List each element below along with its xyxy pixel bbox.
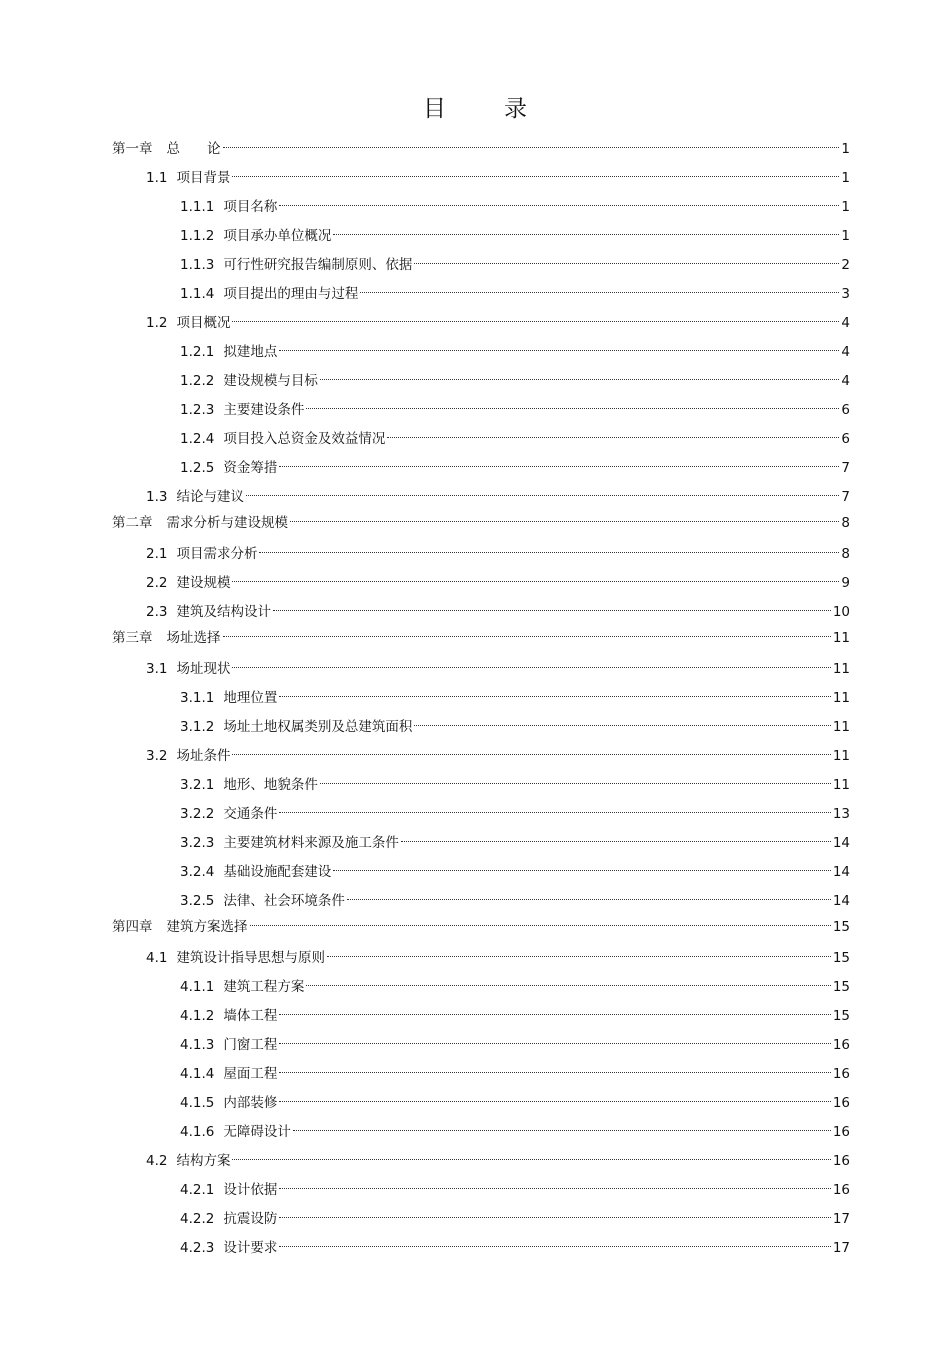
toc-dot-leader — [320, 769, 831, 789]
toc-entry[interactable] — [180, 885, 850, 909]
toc-entry-label — [180, 1209, 277, 1229]
toc-entry-label — [146, 573, 230, 593]
title-char-left: 目 — [423, 96, 446, 122]
toc-dot-leader — [279, 1029, 830, 1049]
toc-dot-leader — [273, 596, 831, 616]
toc-entry-page-number: 17 — [832, 1240, 850, 1256]
toc-dot-leader — [232, 162, 839, 182]
toc-entry-title: 门窗工程 — [223, 1037, 278, 1053]
toc-entry-page-number: 13 — [832, 806, 850, 822]
toc-entry[interactable] — [180, 278, 850, 302]
toc-dot-leader — [414, 249, 839, 269]
toc-entry-label — [180, 1064, 277, 1084]
toc-dot-leader — [279, 682, 830, 702]
toc-entry[interactable] — [180, 220, 850, 244]
toc-entry-label — [112, 628, 221, 648]
toc-entry-label — [180, 284, 358, 304]
toc-entry[interactable] — [180, 365, 850, 389]
toc-entry[interactable] — [180, 1174, 850, 1198]
toc-entry-title: 需求分析与建设规模 — [166, 515, 288, 531]
toc-entry-page-number: 6 — [841, 431, 850, 447]
toc-entry-title: 资金筹措 — [223, 460, 278, 476]
toc-dot-leader — [232, 567, 839, 587]
toc-entry-title: 场址选择 — [166, 630, 221, 646]
toc-entry[interactable] — [146, 567, 850, 591]
toc-entry[interactable] — [146, 653, 850, 677]
toc-entry-number: 3.2.1 — [180, 777, 215, 793]
toc-dot-leader — [414, 711, 830, 731]
toc-entry-title: 建筑及结构设计 — [176, 604, 271, 620]
toc-entry-title: 场址条件 — [176, 748, 231, 764]
toc-dot-leader — [250, 911, 831, 931]
toc-entry-title: 项目需求分析 — [176, 546, 258, 562]
toc-entry-page-number: 16 — [832, 1153, 850, 1169]
toc-entry-page-number: 15 — [832, 1008, 850, 1024]
toc-entry-title: 拟建地点 — [223, 344, 278, 360]
toc-entry-number: 1.1 — [146, 170, 168, 186]
toc-entry-number: 1.1.3 — [180, 257, 215, 273]
toc-entry[interactable] — [180, 711, 850, 735]
toc-entry-label — [146, 602, 271, 622]
toc-entry-page-number: 14 — [832, 835, 850, 851]
toc-entry-label — [180, 717, 412, 737]
toc-entry-title: 屋面工程 — [223, 1066, 278, 1082]
toc-entry-label — [112, 513, 288, 533]
toc-entry-number: 4.2.2 — [180, 1211, 215, 1227]
toc-entry-number: 2.1 — [146, 546, 168, 562]
toc-entry-number: 2.2 — [146, 575, 168, 591]
toc-entry[interactable] — [112, 911, 850, 935]
toc-entry-page-number: 10 — [832, 604, 850, 620]
toc-entry-label — [180, 804, 277, 824]
toc-entry-label — [112, 917, 248, 937]
toc-dot-leader — [232, 740, 830, 760]
toc-entry[interactable] — [180, 1087, 850, 1111]
toc-dot-leader — [259, 538, 839, 558]
toc-entry-label — [112, 139, 221, 159]
toc-entry-number: 第四章 — [112, 919, 153, 935]
toc-entry[interactable] — [146, 307, 850, 331]
toc-entry[interactable] — [180, 336, 850, 360]
toc-entry-label — [146, 746, 230, 766]
toc-entry[interactable] — [180, 827, 850, 851]
toc-entry-page-number: 16 — [832, 1182, 850, 1198]
toc-entry-number: 1.2.5 — [180, 460, 215, 476]
toc-entry[interactable] — [180, 249, 850, 273]
toc-dot-leader — [333, 856, 830, 876]
toc-entry-page-number: 3 — [841, 286, 850, 302]
toc-dot-leader — [279, 1000, 830, 1020]
toc-entry-title: 建筑设计指导思想与原则 — [176, 950, 325, 966]
toc-entry-number: 4.2 — [146, 1153, 168, 1169]
toc-entry-label — [180, 1035, 277, 1055]
toc-entry-number: 3.2.5 — [180, 893, 215, 909]
toc-entry-label — [180, 429, 385, 449]
toc-entry-page-number: 1 — [841, 141, 850, 157]
toc-entry[interactable] — [146, 162, 850, 186]
toc-dot-leader — [232, 307, 839, 327]
toc-entry-label — [180, 255, 412, 275]
toc-dot-leader — [223, 133, 840, 153]
toc-entry-title: 项目背景 — [176, 170, 231, 186]
toc-dot-leader — [290, 507, 839, 527]
toc-entry-label — [146, 487, 244, 507]
toc-entry-number: 4.2.1 — [180, 1182, 215, 1198]
toc-dot-leader — [232, 653, 830, 673]
toc-entry-page-number: 17 — [832, 1211, 850, 1227]
toc-entry-label — [180, 775, 318, 795]
toc-dot-leader — [246, 481, 839, 501]
toc-entry-page-number: 15 — [832, 979, 850, 995]
toc-entry[interactable] — [180, 1232, 850, 1256]
toc-entry-title: 地理位置 — [223, 690, 278, 706]
toc-entry-title: 项目承办单位概况 — [223, 228, 332, 244]
toc-entry-title: 地形、地貌条件 — [223, 777, 318, 793]
toc-entry-title: 主要建设条件 — [223, 402, 305, 418]
toc-entry[interactable] — [146, 481, 850, 505]
toc-entry-label — [146, 948, 325, 968]
toc-entry-title: 基础设施配套建设 — [223, 864, 332, 880]
toc-entry-label — [180, 1122, 291, 1142]
toc-entry[interactable] — [112, 622, 850, 646]
toc-entry-label — [180, 891, 345, 911]
toc-entry-title: 建筑工程方案 — [223, 979, 305, 995]
toc-entry-title: 交通条件 — [223, 806, 278, 822]
toc-entry-title: 结构方案 — [176, 1153, 231, 1169]
toc-dot-leader — [232, 1145, 830, 1165]
title-char-right: 录 — [504, 96, 527, 122]
toc-entry-label — [180, 688, 277, 708]
toc-entry-page-number: 16 — [832, 1095, 850, 1111]
toc-entry-title: 设计依据 — [223, 1182, 278, 1198]
toc-entry-page-number: 9 — [841, 575, 850, 591]
toc-dot-leader — [327, 942, 831, 962]
toc-entry[interactable] — [180, 423, 850, 447]
toc-entry-title: 建设规模与目标 — [223, 373, 318, 389]
toc-entry-label — [146, 659, 230, 679]
toc-dot-leader — [279, 1203, 830, 1223]
toc-entry-title: 可行性研究报告编制原则、依据 — [223, 257, 413, 273]
toc-entry-label — [180, 1238, 277, 1258]
toc-dot-leader — [279, 1058, 830, 1078]
toc-entry-page-number: 8 — [841, 515, 850, 531]
toc-entry-number: 4.2.3 — [180, 1240, 215, 1256]
toc-entry[interactable] — [146, 942, 850, 966]
toc-dot-leader — [360, 278, 839, 298]
toc-entry-title: 场址现状 — [176, 661, 231, 677]
toc-entry[interactable] — [180, 769, 850, 793]
toc-dot-leader — [306, 971, 830, 991]
toc-entry[interactable] — [180, 1058, 850, 1082]
toc-dot-leader — [387, 423, 839, 443]
toc-dot-leader — [279, 452, 839, 472]
toc-entry-label — [180, 977, 304, 997]
toc-entry-label — [146, 313, 230, 333]
toc-entry-page-number: 15 — [832, 950, 850, 966]
toc-dot-leader — [333, 220, 839, 240]
toc-entry-page-number: 6 — [841, 402, 850, 418]
toc-entry-label — [180, 400, 304, 420]
toc-entry[interactable] — [180, 452, 850, 476]
toc-entry-label — [180, 1180, 277, 1200]
toc-entry-number: 1.2 — [146, 315, 168, 331]
toc-entry-number: 4.1.3 — [180, 1037, 215, 1053]
toc-entry-page-number: 11 — [832, 719, 850, 735]
toc-entry-page-number: 11 — [832, 630, 850, 646]
toc-entry[interactable] — [180, 1203, 850, 1227]
toc-entry-page-number: 11 — [832, 777, 850, 793]
toc-entry[interactable] — [112, 507, 850, 531]
toc-entry-page-number: 1 — [841, 170, 850, 186]
toc-dot-leader — [223, 622, 831, 642]
toc-entry-number: 3.2.3 — [180, 835, 215, 851]
toc-entry-page-number: 1 — [841, 228, 850, 244]
toc-entry-page-number: 11 — [832, 690, 850, 706]
toc-entry-page-number: 16 — [832, 1037, 850, 1053]
toc-dot-leader — [279, 191, 839, 211]
toc-entry-page-number: 15 — [832, 919, 850, 935]
toc-entry-page-number: 16 — [832, 1124, 850, 1140]
toc-entry-page-number: 4 — [841, 373, 850, 389]
toc-entry-label — [180, 1006, 277, 1026]
toc-dot-leader — [279, 1087, 830, 1107]
toc-entry-number: 第二章 — [112, 515, 153, 531]
toc-entry-label — [180, 197, 277, 217]
toc-entry-page-number: 8 — [841, 546, 850, 562]
toc-entry-title: 项目概况 — [176, 315, 231, 331]
toc-entry-number: 3.2.2 — [180, 806, 215, 822]
toc-entry[interactable] — [146, 740, 850, 764]
toc-entry-page-number: 7 — [841, 460, 850, 476]
page-title — [0, 94, 950, 124]
toc-entry-page-number: 11 — [832, 661, 850, 677]
toc-entry-number: 3.1.2 — [180, 719, 215, 735]
toc-entry-number: 1.2.4 — [180, 431, 215, 447]
toc-entry[interactable] — [180, 394, 850, 418]
toc-entry[interactable] — [180, 1029, 850, 1053]
toc-entry-label — [180, 458, 277, 478]
toc-entry-page-number: 14 — [832, 893, 850, 909]
toc-entry-title: 设计要求 — [223, 1240, 278, 1256]
toc-entry-label — [180, 226, 331, 246]
toc-entry[interactable] — [180, 856, 850, 880]
toc-dot-leader — [347, 885, 831, 905]
toc-entry-title: 项目提出的理由与过程 — [223, 286, 359, 302]
toc-entry-page-number: 7 — [841, 489, 850, 505]
toc-dot-leader — [279, 1232, 830, 1252]
toc-entry-number: 第三章 — [112, 630, 153, 646]
toc-entry-title: 结论与建议 — [176, 489, 244, 505]
toc-entry-number: 4.1.5 — [180, 1095, 215, 1111]
toc-entry-number: 1.3 — [146, 489, 168, 505]
toc-entry-page-number: 4 — [841, 315, 850, 331]
toc-entry[interactable] — [180, 798, 850, 822]
toc-entry-page-number: 11 — [832, 748, 850, 764]
toc-entry-number: 4.1.2 — [180, 1008, 215, 1024]
toc-entry[interactable] — [180, 1116, 850, 1140]
toc-entry-title: 内部装修 — [223, 1095, 278, 1111]
toc-entry-number: 1.1.2 — [180, 228, 215, 244]
toc-entry-number: 1.2.3 — [180, 402, 215, 418]
toc-entry-number: 第一章 — [112, 141, 153, 157]
toc-dot-leader — [320, 365, 840, 385]
toc-dot-leader — [279, 336, 839, 356]
toc-entry-number: 4.1.6 — [180, 1124, 215, 1140]
toc-entry-number: 4.1.4 — [180, 1066, 215, 1082]
toc-entry-page-number: 1 — [841, 199, 850, 215]
toc-entry-title: 无障碍设计 — [223, 1124, 291, 1140]
toc-entry-title: 总 论 — [166, 141, 221, 157]
toc-entry-label — [180, 342, 277, 362]
toc-entry[interactable] — [180, 682, 850, 706]
toc-entry-title: 抗震设防 — [223, 1211, 278, 1227]
toc-entry-number: 4.1 — [146, 950, 168, 966]
toc-entry-number: 1.2.2 — [180, 373, 215, 389]
toc-entry[interactable] — [180, 191, 850, 215]
toc-entry-page-number: 2 — [841, 257, 850, 273]
toc-entry-page-number: 14 — [832, 864, 850, 880]
toc-entry-label — [146, 1151, 230, 1171]
toc-entry-title: 项目名称 — [223, 199, 278, 215]
toc-entry-number: 4.1.1 — [180, 979, 215, 995]
toc-entry-title: 项目投入总资金及效益情况 — [223, 431, 386, 447]
toc-entry-title: 场址土地权属类别及总建筑面积 — [223, 719, 413, 735]
toc-entry-number: 3.2.4 — [180, 864, 215, 880]
toc-entry-label — [146, 544, 257, 564]
toc-dot-leader — [306, 394, 839, 414]
toc-entry-label — [180, 862, 331, 882]
toc-entry[interactable] — [146, 596, 850, 620]
toc-entry-title: 建筑方案选择 — [166, 919, 248, 935]
toc-dot-leader — [279, 1174, 830, 1194]
toc-entry[interactable] — [180, 971, 850, 995]
toc-entry-number: 3.1 — [146, 661, 168, 677]
toc-entry[interactable] — [112, 133, 850, 157]
toc-entry-title: 法律、社会环境条件 — [223, 893, 345, 909]
toc-entry-title: 主要建筑材料来源及施工条件 — [223, 835, 399, 851]
toc-entry[interactable] — [146, 1145, 850, 1169]
toc-dot-leader — [401, 827, 831, 847]
toc-entry-number: 1.1.4 — [180, 286, 215, 302]
toc-entry-label — [146, 168, 230, 188]
toc-entry-number: 3.1.1 — [180, 690, 215, 706]
toc-entry-number: 1.1.1 — [180, 199, 215, 215]
toc-dot-leader — [279, 798, 830, 818]
toc-entry-title: 建设规模 — [176, 575, 231, 591]
toc-entry-number: 3.2 — [146, 748, 168, 764]
toc-entry-number: 2.3 — [146, 604, 168, 620]
toc-entry-number: 1.2.1 — [180, 344, 215, 360]
toc-entry[interactable] — [180, 1000, 850, 1024]
toc-entry-label — [180, 833, 399, 853]
toc-dot-leader — [293, 1116, 831, 1136]
toc-entry-page-number: 16 — [832, 1066, 850, 1082]
toc-entry[interactable] — [146, 538, 850, 562]
toc-entry-title: 墙体工程 — [223, 1008, 278, 1024]
toc-entry-label — [180, 1093, 277, 1113]
toc-entry-page-number: 4 — [841, 344, 850, 360]
toc-entry-label — [180, 371, 318, 391]
